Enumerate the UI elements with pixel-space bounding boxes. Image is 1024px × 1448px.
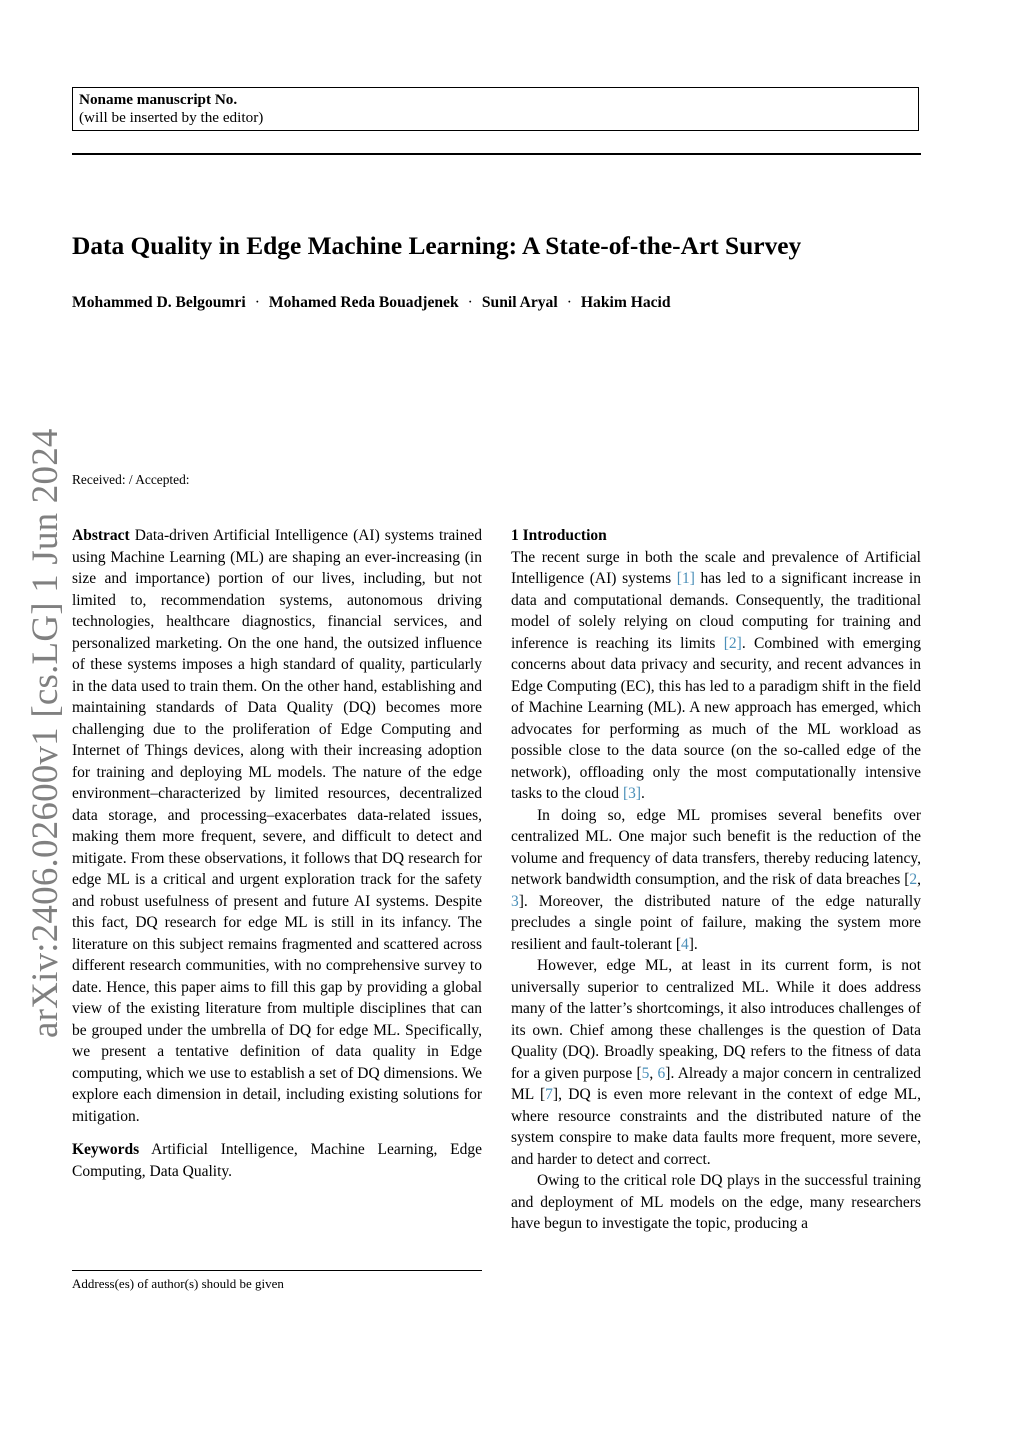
editor-box <box>72 87 919 131</box>
intro-paragraph-3: However, edge ML, at least in its current form, is not universally superior to centralized ML. While it does address many of the latter’s shortcomings, it also introduces challenges of its own. Chief among these challenges is the question of Data Quality (DQ). Broadly speaking, DQ refers to the fitness of data for a given purpose [5, 6]. Already a major concern in centralized ML [7], DQ is even more relevant in the context of edge ML, where resource constraints and the distributed nature of the system conspire to make data faults more frequent, more severe, and harder to detect and correct. <box>511 957 922 1168</box>
author-name: Hakim Hacid <box>580 294 671 311</box>
received-accepted: Received: / Accepted: <box>72 472 190 487</box>
paper-title: Data Quality in Edge Machine Learning: A State-of-the-Art Survey <box>72 232 802 260</box>
intro-paragraph-1: The recent surge in both the scale and prevalence of Artificial Intelligence (AI) systems [1] has led to a significant increase in data and computational demands. Consequently, the traditional model of solely relying on cloud computing for training and inference is reaching its limits [2]. Combined with emerging concerns about data privacy and security, and recent advances in Edge Computing (EC), this has led to a paradigm shift in the field of Machine Learning (ML). A new approach has emerged, which advocates for performing as much of the ML workload as possible close to the data source (on the so-called edge of the network), offloading only the most computationally intensive tasks to the cloud [3]. <box>511 548 921 802</box>
author-separator: · <box>254 294 260 311</box>
citation-link[interactable]: 5 <box>641 1064 650 1082</box>
author-separator: · <box>566 294 572 311</box>
citation-link[interactable]: 3 <box>511 892 519 910</box>
author-name: Mohammed D. Belgoumri <box>72 294 246 311</box>
citation-link[interactable]: [3] <box>622 785 642 802</box>
citation-link[interactable]: [1] <box>676 570 695 587</box>
left-column <box>72 525 482 1182</box>
arxiv-stamp: arXiv:2406.02600v1 [cs.LG] 1 Jun 2024 <box>25 428 66 1038</box>
keywords-label: Keywords <box>72 1141 140 1158</box>
abstract-text: Data-driven Artificial Intelligence (AI) systems trained using Machine Learning (ML) are shaping an ever-increasing (in size and importance) portion of our lives, including, but not limited to, recommendation systems, autonomous driving technologies, healthcare diagnostics, financial services, and personalized marketing. On the one hand, the outsized influence of these systems imposes a high standard of quality, particularly in the data used to train them. On the other hand, establishing and maintaining standards of Data Quality (DQ) becomes more challenging due to the proliferation of Edge Computing and Internet of Things devices, along with their increasing adoption for training and deploying ML models. The nature of the edge environment–characterized by limited resources, decentralized data storage, and processing–exacerbates data-related issues, making them more frequent, severe, and difficult to detect and mitigate. From these observations, it follows that DQ research for edge ML is a critical and urgent exploration track for the safety and robust usefulness of present and future AI systems. Despite this fact, DQ research for edge ML is still in its infancy. The literature on this subject remains fragmented and scattered across different research communities, with no comprehensive survey to date. Hence, this paper aims to fill this gap by providing a global view of the existing literature from multiple disciplines that can be grouped under the umbrella of DQ for edge ML. Specifically, we present a tentative definition of data quality in Edge computing, which we use to establish a set of DQ dimensions. We explore each dimension in detail, including existing solutions for mitigation. <box>72 527 482 1125</box>
footnote-rule <box>72 1270 482 1271</box>
editor-note: (will be inserted by the editor) <box>79 109 264 126</box>
manuscript-number: Noname manuscript No. <box>79 91 238 108</box>
keywords-text: Artificial Intelligence, Machine Learning, Edge Computing, Data Quality. <box>72 1141 482 1180</box>
abstract <box>72 525 482 1127</box>
citation-link[interactable]: 4 <box>681 935 689 953</box>
author-name: Mohamed Reda Bouadjenek <box>268 294 459 311</box>
author-separator: · <box>467 294 473 311</box>
author-name: Sunil Aryal <box>481 294 558 311</box>
footnote: Address(es) of author(s) should be given <box>72 1276 284 1291</box>
citation-link[interactable]: 2 <box>909 871 918 888</box>
intro-paragraph-4: Owing to the critical role DQ plays in the successful training and deployment of ML models on the edge, many researchers have begun to investigate the topic, producing a <box>511 1172 921 1232</box>
citation-link[interactable]: [2] <box>723 634 742 652</box>
citation-link[interactable]: 7 <box>545 1086 553 1103</box>
keywords <box>72 1139 482 1182</box>
abstract-label: Abstract <box>72 527 130 544</box>
author-list <box>72 292 682 313</box>
right-column <box>511 525 921 1235</box>
header-rule <box>72 153 921 155</box>
citation-link[interactable]: 6 <box>657 1064 666 1082</box>
intro-paragraph-2: In doing so, edge ML promises several benefits over centralized ML. One major such benefit is the reduction of the volume and frequency of data transfers, thereby reducing latency, network bandwidth consumption, and the risk of data breaches [2, 3]. Moreover, the distributed nature of the edge naturally precludes a single point of failure, making the system more resilient and fault-tolerant [4]. <box>511 806 921 953</box>
section-heading: 1 Introduction <box>511 527 607 544</box>
